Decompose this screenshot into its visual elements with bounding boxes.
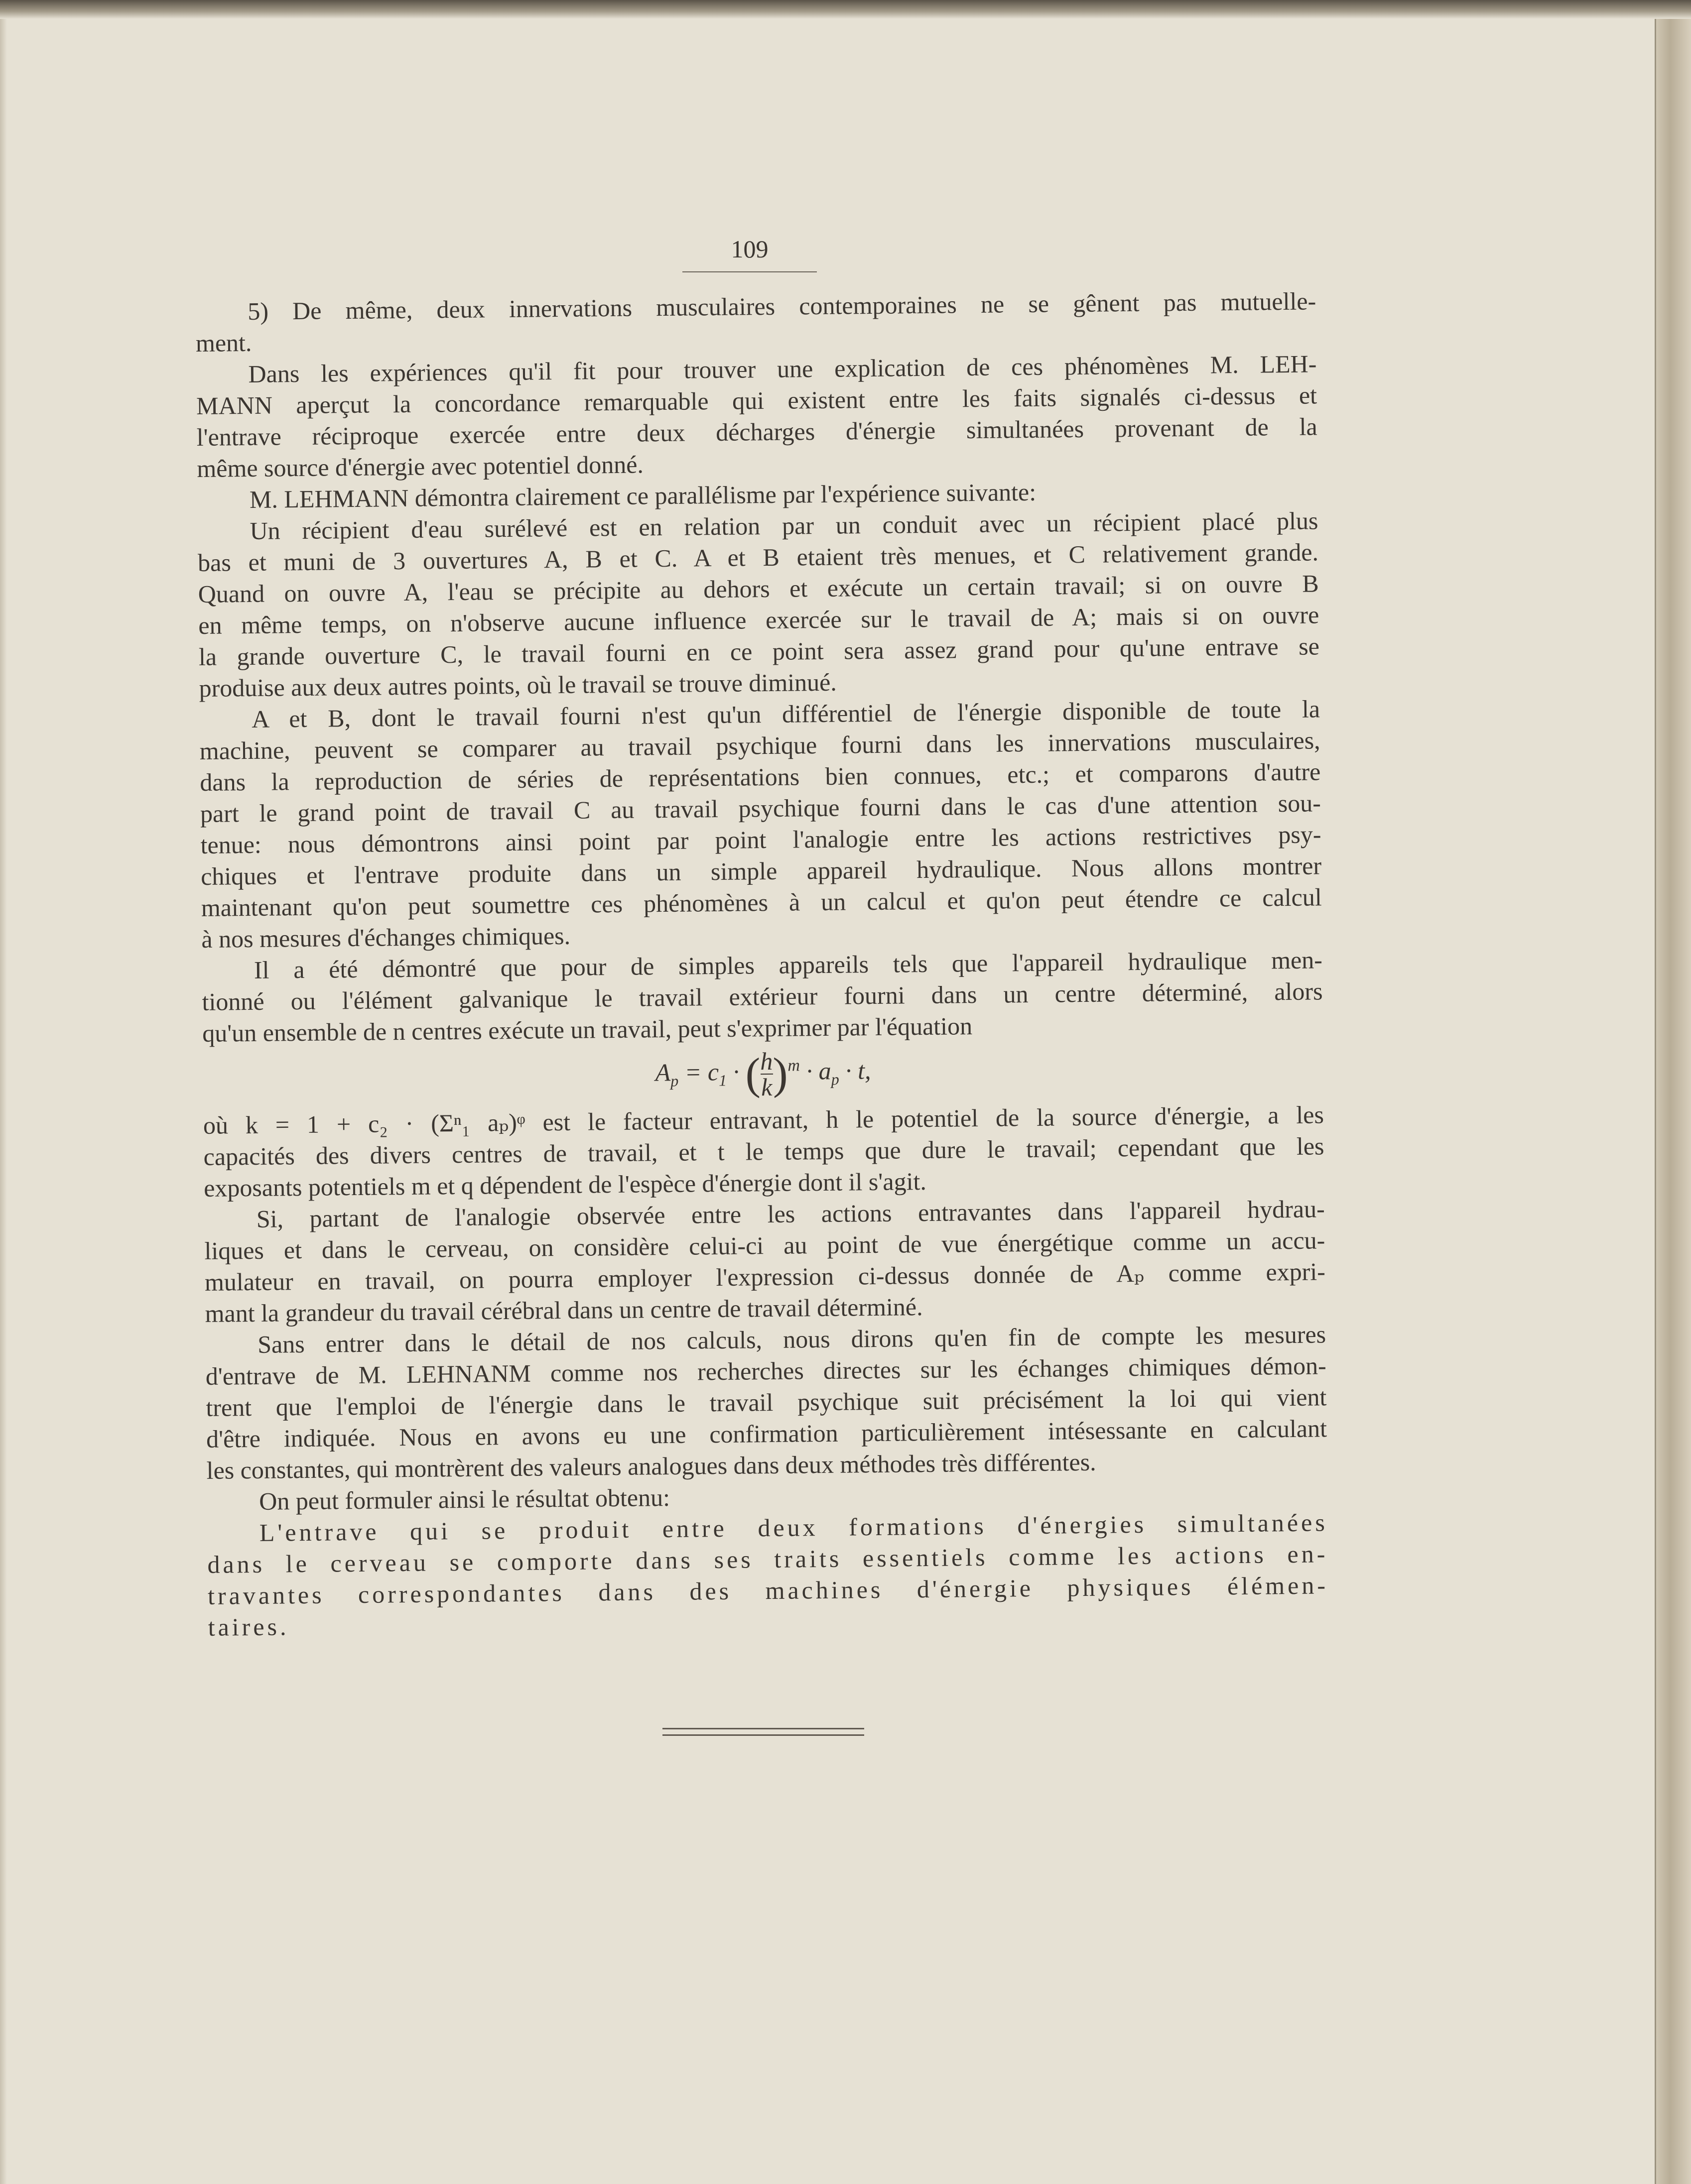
eq-lhs: A <box>655 1058 671 1087</box>
text-line: Dans les expériences qu'il fit pour trouver une explication de ces phénomènes M. LEH- <box>248 350 1317 388</box>
text-line: part le grand point de travail C au travail psychique fourni dans le cas d'une attention sou- <box>200 789 1321 828</box>
eq-paren-open: ( <box>745 1049 761 1099</box>
text-line: M. LEHMANN démontra clairement ce parallélisme par l'expérience suivante: <box>249 478 1037 513</box>
text-line: capacités des divers centres de travail, et t le temps que dure le travail; cependant que les <box>203 1132 1324 1171</box>
text-line: dans la reproduction de séries de représentations bien connues, etc.; et comparons d'autre <box>200 757 1321 796</box>
text-line: MANN aperçut la concordance remarquable qui existent entre les faits signalés ci-dessus et <box>196 381 1317 420</box>
page-number-rule <box>682 271 817 272</box>
text-before-equation <box>195 285 1323 1049</box>
text-line: dans le cerveau se comporte dans ses traits essentiels comme les actions en- <box>207 1540 1328 1578</box>
text-line: machine, peuvent se comparer au travail psychique fourni dans les innervations musculaires, <box>199 726 1320 765</box>
text-line: chiques et l'entrave produite dans un simple appareil hydraulique. Nous allons montrer <box>200 851 1322 890</box>
text-line: Il a été démontré que pour de simples appareils tels que l'appareil hydraulique men- <box>254 946 1323 984</box>
text-line: où k = 1 + c₂ · (Σⁿ₁ aₚ)ᵠ est le facteur entravant, h le potentiel de la source d'énergie, a les <box>203 1100 1324 1139</box>
equation <box>203 1038 1324 1110</box>
eq-tail-end: · t, <box>845 1056 871 1085</box>
page-number: 109 <box>731 235 769 263</box>
eq-c: c <box>707 1058 719 1086</box>
text-line: A et B, dont le travail fourni n'est qu'un différentiel de l'énergie disponible de toute la <box>251 695 1320 733</box>
text-line: trent que l'emploi de l'énergie dans le travail psychique suit précisément la loi qui vient <box>206 1383 1327 1422</box>
text-line: taires. <box>208 1612 289 1641</box>
text-line: tionné ou l'élément galvanique le travail extérieur fourni dans un centre déterminé, alors <box>202 977 1323 1016</box>
page-left-edge <box>0 19 7 2184</box>
text-line: tenue: nous démontrons ainsi point par point l'analogie entre les actions restrictives psy- <box>200 820 1321 859</box>
text-line: les constantes, qui montrèrent des valeurs analogues dans deux méthodes très différentes. <box>206 1448 1096 1484</box>
text-line: ment. <box>195 328 252 357</box>
text-line: Sans entrer dans le détail de nos calculs, nous dirons qu'en fin de compte les mesures <box>257 1320 1326 1358</box>
eq-dot: · <box>733 1058 740 1086</box>
eq-tail: · a <box>806 1057 831 1085</box>
page-right-edge <box>1655 19 1691 2184</box>
text-line: liques et dans le cerveau, on considère celui-ci au point de vue énergétique comme un accu- <box>204 1226 1325 1265</box>
text-line: L'entrave qui se produit entre deux formations d'énergies simultanées <box>259 1508 1328 1547</box>
text-line: bas et muni de 3 ouvertures A, B et C. A et B etaient très menues, et C relativement grande. <box>197 538 1319 577</box>
text-line: même source d'énergie avec potentiel donné. <box>197 450 644 483</box>
text-line: mant la grandeur du travail cérébral dans un centre de travail déterminé. <box>205 1293 923 1328</box>
text-line: la grande ouverture C, le travail fourni en ce point sera assez grand pour qu'une entrave se <box>198 632 1320 671</box>
eq-exponent: m <box>787 1056 800 1075</box>
eq-tail-sub: p <box>831 1070 839 1089</box>
text-line: d'entrave de M. LEHNANM comme nos recherches directes sur les échanges chimiques démon- <box>205 1351 1326 1390</box>
text-line: mulateur en travail, on pourra employer l'expression ci-dessus donnée de Aₚ comme expri- <box>204 1257 1326 1296</box>
body-text <box>195 285 1329 1643</box>
text-after-equation <box>203 1099 1329 1643</box>
page-top-edge <box>0 0 1691 19</box>
end-double-rule <box>662 1728 864 1736</box>
text-line: produise aux deux autres points, où le travail se trouve diminué. <box>199 668 837 702</box>
text-line: maintenant qu'on peut soumettre ces phénomènes à un calcul et qu'on peut étendre ce calcul <box>201 883 1322 922</box>
eq-numerator: h <box>760 1047 773 1076</box>
text-line: On peut formuler ainsi le résultat obtenu: <box>259 1483 670 1515</box>
text-line: Quand on ouvre A, l'eau se précipite au dehors et exécute un certain travail; si on ouvre B <box>198 569 1319 608</box>
eq-lhs-sub: p <box>670 1072 679 1090</box>
eq-fraction <box>760 1049 773 1099</box>
text-line: travantes correspondantes dans des machines d'énergie physiques élémen- <box>207 1571 1329 1610</box>
text-line: exposants potentiels m et q dépendent de l'espèce d'énergie dont il s'agit. <box>203 1167 927 1202</box>
eq-denominator: k <box>761 1073 773 1101</box>
text-line: l'entrave réciproque exercée entre deux décharges d'énergie simultanées provenant de la <box>196 412 1317 451</box>
text-line: Un récipient d'eau surélevé est en relation par un conduit avec un récipient placé plus <box>250 506 1318 545</box>
text-line: qu'un ensemble de n centres exécute un travail, peut s'exprimer par l'équation <box>202 1012 973 1047</box>
eq-paren-close: ) <box>773 1049 788 1098</box>
text-line: à nos mesures d'échanges chimiques. <box>201 921 571 953</box>
eq-equals: = <box>684 1058 702 1087</box>
text-line: en même temps, on n'observe aucune influence exercée sur le travail de A; mais si on ouvre <box>198 601 1319 639</box>
text-line: d'être indiquée. Nous en avons eu une confirmation particulièrement intésessante en calculant <box>206 1414 1327 1453</box>
text-line: 5) De même, deux innervations musculaires contemporaines ne se gênent pas mutuelle- <box>248 287 1316 325</box>
text-line: Si, partant de l'analogie observée entre les actions entravantes dans l'appareil hydrau- <box>256 1195 1325 1233</box>
eq-c-sub: 1 <box>719 1071 727 1090</box>
